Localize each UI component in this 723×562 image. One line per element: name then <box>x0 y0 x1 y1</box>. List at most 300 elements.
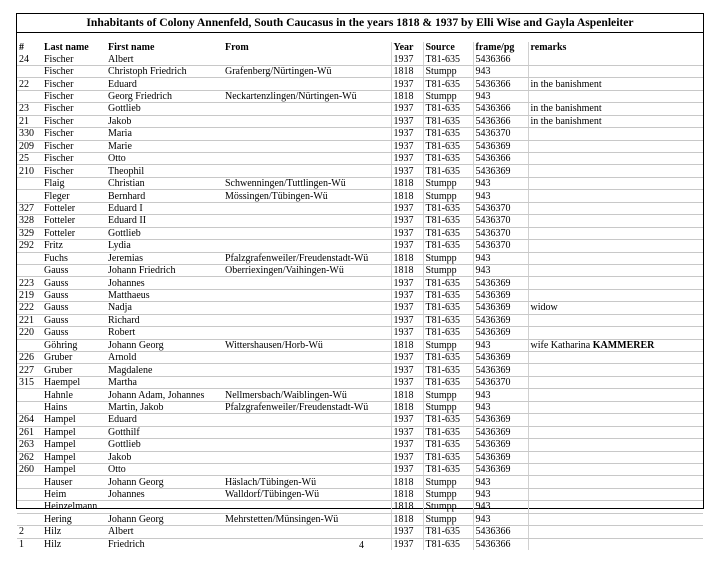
cell-remarks <box>528 488 703 500</box>
cell-first-name: Otto <box>106 463 223 475</box>
cell-origin <box>223 215 391 227</box>
cell-remarks <box>528 389 703 401</box>
col-header-source: Source <box>423 42 473 54</box>
cell-origin <box>223 277 391 289</box>
cell-last-name: Fischer <box>42 65 106 77</box>
cell-row-number: 264 <box>17 414 42 426</box>
cell-year: 1937 <box>391 439 423 451</box>
table-row <box>17 78 703 90</box>
table-row <box>17 54 703 66</box>
cell-year: 1937 <box>391 451 423 463</box>
cell-last-name: Hahnle <box>42 389 106 401</box>
document-sheet <box>16 13 704 550</box>
cell-remarks: in the banishment <box>528 103 703 115</box>
cell-origin <box>223 153 391 165</box>
cell-frame-page: 5436370 <box>473 202 528 214</box>
cell-source: T81-635 <box>423 115 473 127</box>
cell-origin <box>223 501 391 513</box>
cell-last-name: Fischer <box>42 90 106 102</box>
cell-first-name: Johann Georg <box>106 513 223 525</box>
cell-first-name: Eduard II <box>106 215 223 227</box>
cell-origin <box>223 227 391 239</box>
cell-first-name: Lydia <box>106 240 223 252</box>
table-row <box>17 463 703 475</box>
cell-year: 1818 <box>391 389 423 401</box>
cell-row-number: 209 <box>17 140 42 152</box>
cell-source: Stumpp <box>423 389 473 401</box>
cell-frame-page: 5436369 <box>473 289 528 301</box>
cell-frame-page: 5436369 <box>473 302 528 314</box>
cell-row-number <box>17 65 42 77</box>
cell-row-number <box>17 488 42 500</box>
cell-year: 1937 <box>391 202 423 214</box>
col-header-frame: frame/pg <box>473 42 528 54</box>
cell-frame-page: 943 <box>473 513 528 525</box>
table-row <box>17 140 703 152</box>
cell-year: 1818 <box>391 401 423 413</box>
cell-frame-page: 5436369 <box>473 463 528 475</box>
cell-remarks <box>528 314 703 326</box>
cell-frame-page: 943 <box>473 501 528 513</box>
cell-year: 1937 <box>391 78 423 90</box>
cell-row-number <box>17 190 42 202</box>
cell-last-name: Fischer <box>42 54 106 66</box>
cell-year: 1818 <box>391 177 423 189</box>
cell-first-name: Johannes <box>106 488 223 500</box>
cell-frame-page: 5436370 <box>473 240 528 252</box>
cell-frame-page: 5436369 <box>473 426 528 438</box>
cell-year: 1937 <box>391 352 423 364</box>
cell-first-name: Eduard <box>106 414 223 426</box>
cell-last-name: Flaig <box>42 177 106 189</box>
cell-last-name: Fischer <box>42 165 106 177</box>
table-row <box>17 202 703 214</box>
cell-last-name: Hilz <box>42 526 106 538</box>
cell-origin <box>223 526 391 538</box>
cell-frame-page: 5436369 <box>473 439 528 451</box>
page-title: Inhabitants of Colony Annenfeld, South Caucasus in the years 1818 & 1937 by Elli Wise and Gayla Aspenleiter <box>17 14 703 33</box>
cell-first-name: Gotthilf <box>106 426 223 438</box>
cell-first-name: Martin, Jakob <box>106 401 223 413</box>
cell-source: T81-635 <box>423 352 473 364</box>
table-row <box>17 401 703 413</box>
inhabitants-table <box>17 42 703 550</box>
cell-row-number: 327 <box>17 202 42 214</box>
cell-year: 1937 <box>391 140 423 152</box>
cell-first-name: Eduard I <box>106 202 223 214</box>
table-row <box>17 339 703 351</box>
cell-frame-page: 5436370 <box>473 215 528 227</box>
cell-origin: Schwenningen/Tuttlingen-Wü <box>223 177 391 189</box>
cell-row-number: 262 <box>17 451 42 463</box>
table-row <box>17 115 703 127</box>
cell-row-number: 210 <box>17 165 42 177</box>
cell-first-name: Albert <box>106 54 223 66</box>
cell-source: Stumpp <box>423 90 473 102</box>
col-header-year: Year <box>391 42 423 54</box>
cell-year: 1937 <box>391 128 423 140</box>
cell-frame-page: 5436370 <box>473 227 528 239</box>
cell-last-name: Gauss <box>42 314 106 326</box>
cell-row-number: 260 <box>17 463 42 475</box>
cell-source: T81-635 <box>423 426 473 438</box>
cell-row-number: 328 <box>17 215 42 227</box>
cell-year: 1818 <box>391 476 423 488</box>
cell-last-name: Gauss <box>42 289 106 301</box>
cell-row-number: 1 <box>19 538 24 550</box>
table-body <box>17 54 703 551</box>
cell-origin <box>223 314 391 326</box>
cell-remarks <box>528 190 703 202</box>
cell-row-number: 222 <box>17 302 42 314</box>
table-row <box>17 376 703 388</box>
table-row <box>17 240 703 252</box>
cell-source: T81-635 <box>423 376 473 388</box>
cell-first-name: Robert <box>106 327 223 339</box>
cell-first-name: Georg Friedrich <box>106 90 223 102</box>
table-row <box>17 364 703 376</box>
table-row <box>17 128 703 140</box>
cell-last-name: Gauss <box>42 277 106 289</box>
cell-source: T81-635 <box>423 463 473 475</box>
cell-row-number: 292 <box>17 240 42 252</box>
table-row <box>17 65 703 77</box>
cell-first-name: Marie <box>106 140 223 152</box>
cell-frame-page: 943 <box>473 401 528 413</box>
cell-last-name: Göhring <box>42 339 106 351</box>
cell-remarks <box>528 526 703 538</box>
cell-remarks: in the banishment <box>528 115 703 127</box>
cell-row-number: 221 <box>17 314 42 326</box>
cell-frame-page: 5436369 <box>473 364 528 376</box>
table-row <box>17 314 703 326</box>
cell-last-name: Fuchs <box>42 252 106 264</box>
col-header-first-name: First name <box>108 42 155 54</box>
table-row <box>17 103 703 115</box>
cell-source: T81-635 <box>423 227 473 239</box>
cell-first-name: Otto <box>106 153 223 165</box>
cell-source: T81-635 <box>423 202 473 214</box>
cell-last-name: Fleger <box>42 190 106 202</box>
cell-source: Stumpp <box>423 513 473 525</box>
cell-origin <box>223 289 391 301</box>
cell-remarks <box>528 513 703 525</box>
remarks-surname: KAMMERER <box>592 339 655 351</box>
cell-last-name: Haempel <box>42 376 106 388</box>
cell-origin <box>223 202 391 214</box>
cell-origin <box>223 54 391 66</box>
cell-remarks <box>528 401 703 413</box>
cell-row-number: 226 <box>17 352 42 364</box>
cell-first-name: Johann Georg <box>106 339 223 351</box>
cell-frame-page: 943 <box>473 264 528 276</box>
cell-frame-page: 943 <box>473 177 528 189</box>
cell-source: T81-635 <box>423 128 473 140</box>
table-row <box>17 513 703 525</box>
cell-frame-page: 943 <box>473 252 528 264</box>
cell-row-number: 24 <box>17 54 42 66</box>
cell-year: 1818 <box>391 190 423 202</box>
cell-remarks <box>528 352 703 364</box>
cell-origin: Neckartenzlingen/Nürtingen-Wü <box>223 90 391 102</box>
cell-year: 1818 <box>391 90 423 102</box>
cell-row-number: 315 <box>17 376 42 388</box>
cell-row-number: 2 <box>17 526 42 538</box>
cell-origin <box>223 140 391 152</box>
cell-remarks: in the banishment <box>528 78 703 90</box>
cell-first-name: Nadja <box>106 302 223 314</box>
cell-row-number: 263 <box>17 439 42 451</box>
cell-first-name: Theophil <box>106 165 223 177</box>
cell-first-name: Albert <box>106 526 223 538</box>
cell-origin: Grafenberg/Nürtingen-Wü <box>223 65 391 77</box>
cell-last-name: Fischer <box>42 140 106 152</box>
cell-last-name: Gauss <box>42 264 106 276</box>
cell-frame-page: 943 <box>473 389 528 401</box>
cell-first-name: Bernhard <box>106 190 223 202</box>
table-row <box>17 451 703 463</box>
cell-origin <box>223 165 391 177</box>
cell-first-name: Gottlieb <box>106 439 223 451</box>
cell-row-number <box>17 90 42 102</box>
cell-origin <box>223 463 391 475</box>
cell-remarks <box>528 414 703 426</box>
cell-year: 1937 <box>391 54 423 66</box>
cell-frame-page: 943 <box>473 190 528 202</box>
cell-remarks <box>528 177 703 189</box>
cell-origin: Häslach/Tübingen-Wü <box>223 476 391 488</box>
table-row <box>17 264 703 276</box>
cell-first-name: Magdalene <box>106 364 223 376</box>
cell-source: T81-635 <box>423 526 473 538</box>
cell-year: 1937 <box>391 240 423 252</box>
cell-frame-page: 943 <box>473 65 528 77</box>
cell-row-number <box>17 501 42 513</box>
cell-source: Stumpp <box>423 501 473 513</box>
cell-last-name: Hauser <box>42 476 106 488</box>
cell-row-number: 219 <box>17 289 42 301</box>
cell-last-name: Heinzelmann <box>42 501 106 513</box>
cell-first-name: Martha <box>106 376 223 388</box>
cell-last-name: Heim <box>42 488 106 500</box>
table-row <box>17 476 703 488</box>
cell-origin: Mössingen/Tübingen-Wü <box>223 190 391 202</box>
cell-last-name: Hering <box>42 513 106 525</box>
cell-remarks <box>528 364 703 376</box>
cell-origin <box>223 128 391 140</box>
cell-first-name: Johann Adam, Johannes <box>106 389 223 401</box>
cell-frame-page: 5436366 <box>473 103 528 115</box>
cell-last-name: Hampel <box>42 439 106 451</box>
cell-first-name: Richard <box>106 314 223 326</box>
cell-source: Stumpp <box>423 401 473 413</box>
cell-year: 1937 <box>391 314 423 326</box>
col-header-from: From <box>225 42 249 54</box>
cell-frame-page: 5436366 <box>473 115 528 127</box>
cell-source: T81-635 <box>423 78 473 90</box>
cell-source: T81-635 <box>423 414 473 426</box>
table-row <box>17 277 703 289</box>
table-row <box>17 302 703 314</box>
cell-last-name: Gruber <box>42 352 106 364</box>
cell-row-number <box>17 401 42 413</box>
table-row <box>17 215 703 227</box>
cell-year: 1818 <box>391 488 423 500</box>
cell-source: Stumpp <box>423 65 473 77</box>
cell-frame-page: 5436366 <box>473 526 528 538</box>
cell-frame-page: 5436366 <box>473 78 528 90</box>
cell-source: T81-635 <box>423 215 473 227</box>
cell-row-number: 329 <box>17 227 42 239</box>
table-row <box>17 327 703 339</box>
cell-row-number: 227 <box>17 364 42 376</box>
cell-frame-page: 5436369 <box>473 140 528 152</box>
cell-frame-page: 5436369 <box>473 314 528 326</box>
cell-remarks <box>528 65 703 77</box>
cell-first-name: Johann Friedrich <box>106 264 223 276</box>
table-row <box>17 289 703 301</box>
cell-row-number <box>17 513 42 525</box>
cell-last-name: Fotteler <box>42 202 106 214</box>
cell-year: 1937 <box>391 153 423 165</box>
table-row <box>17 501 703 513</box>
cell-remarks <box>528 376 703 388</box>
cell-year: 1937 <box>391 289 423 301</box>
table-row <box>17 165 703 177</box>
cell-source: T81-635 <box>423 289 473 301</box>
cell-origin <box>223 352 391 364</box>
cell-frame-page: 943 <box>473 476 528 488</box>
cell-source: T81-635 <box>423 327 473 339</box>
cell-source: T81-635 <box>423 538 473 550</box>
cell-last-name: Hampel <box>42 414 106 426</box>
cell-first-name: Johannes <box>106 277 223 289</box>
cell-source: T81-635 <box>423 240 473 252</box>
cell-row-number: 220 <box>17 327 42 339</box>
cell-row-number: 25 <box>17 153 42 165</box>
cell-row-number: 22 <box>17 78 42 90</box>
cell-frame-page: 5436366 <box>473 54 528 66</box>
cell-source: T81-635 <box>423 103 473 115</box>
table-row <box>17 389 703 401</box>
cell-remarks <box>528 128 703 140</box>
cell-frame-page: 5436369 <box>473 414 528 426</box>
cell-remarks <box>528 90 703 102</box>
cell-origin <box>223 302 391 314</box>
cell-first-name: Friedrich <box>108 538 145 550</box>
cell-last-name: Hains <box>42 401 106 413</box>
cell-year: 1937 <box>391 327 423 339</box>
cell-source: Stumpp <box>423 488 473 500</box>
cell-row-number: 330 <box>17 128 42 140</box>
cell-origin <box>223 115 391 127</box>
cell-frame-page: 5436369 <box>473 277 528 289</box>
cell-origin: Pfalzgrafenweiler/Freudenstadt-Wü <box>223 401 391 413</box>
cell-frame-page: 5436370 <box>473 376 528 388</box>
cell-last-name: Hampel <box>42 426 106 438</box>
cell-last-name: Gruber <box>42 364 106 376</box>
cell-remarks <box>528 215 703 227</box>
cell-last-name: Fotteler <box>42 215 106 227</box>
cell-year: 1818 <box>391 501 423 513</box>
cell-frame-page: 943 <box>473 488 528 500</box>
cell-last-name: Fritz <box>42 240 106 252</box>
cell-last-name: Fischer <box>42 128 106 140</box>
cell-origin <box>223 451 391 463</box>
cell-remarks <box>528 202 703 214</box>
table-header-row <box>17 42 703 54</box>
cell-remarks <box>528 289 703 301</box>
cell-source: Stumpp <box>423 476 473 488</box>
cell-remarks <box>528 252 703 264</box>
cell-year: 1937 <box>391 426 423 438</box>
cell-row-number <box>17 389 42 401</box>
cell-origin <box>223 240 391 252</box>
cell-source: T81-635 <box>423 302 473 314</box>
cell-remarks <box>528 227 703 239</box>
cell-row-number <box>17 476 42 488</box>
cell-origin <box>223 364 391 376</box>
cell-remarks <box>528 140 703 152</box>
cell-frame-page: 5436369 <box>473 451 528 463</box>
col-header-number: # <box>19 42 24 54</box>
cell-frame-page: 5436369 <box>473 352 528 364</box>
cell-remarks <box>528 476 703 488</box>
cell-row-number <box>17 264 42 276</box>
cell-source: T81-635 <box>423 54 473 66</box>
cell-source: Stumpp <box>423 177 473 189</box>
cell-remarks: widow <box>528 302 703 314</box>
cell-row-number <box>17 339 42 351</box>
cell-row-number: 261 <box>17 426 42 438</box>
cell-last-name: Gauss <box>42 327 106 339</box>
cell-first-name: Eduard <box>106 78 223 90</box>
cell-source: T81-635 <box>423 364 473 376</box>
cell-remarks <box>528 451 703 463</box>
table-row <box>17 488 703 500</box>
cell-source: T81-635 <box>423 153 473 165</box>
cell-year: 1937 <box>391 463 423 475</box>
cell-origin <box>223 376 391 388</box>
cell-year: 1937 <box>391 376 423 388</box>
cell-first-name: Jakob <box>106 115 223 127</box>
cell-frame-page: 5436366 <box>473 538 528 550</box>
cell-last-name: Fischer <box>42 78 106 90</box>
cell-first-name: Jeremias <box>106 252 223 264</box>
cell-year: 1818 <box>391 65 423 77</box>
cell-last-name: Gauss <box>42 302 106 314</box>
cell-origin <box>223 78 391 90</box>
cell-first-name: Jakob <box>106 451 223 463</box>
cell-remarks <box>528 426 703 438</box>
cell-frame-page: 943 <box>473 90 528 102</box>
cell-frame-page: 943 <box>473 339 528 351</box>
cell-source: T81-635 <box>423 277 473 289</box>
cell-remarks <box>528 165 703 177</box>
cell-year: 1937 <box>391 227 423 239</box>
table-row <box>17 252 703 264</box>
table-row <box>17 153 703 165</box>
cell-year: 1818 <box>391 264 423 276</box>
cell-remarks <box>528 277 703 289</box>
cell-year: 1937 <box>391 526 423 538</box>
cell-frame-page: 5436366 <box>473 153 528 165</box>
cell-source: Stumpp <box>423 252 473 264</box>
cell-year: 1818 <box>391 339 423 351</box>
cell-first-name: Johann Georg <box>106 476 223 488</box>
cell-year: 1937 <box>391 165 423 177</box>
cell-first-name: Maria <box>106 128 223 140</box>
